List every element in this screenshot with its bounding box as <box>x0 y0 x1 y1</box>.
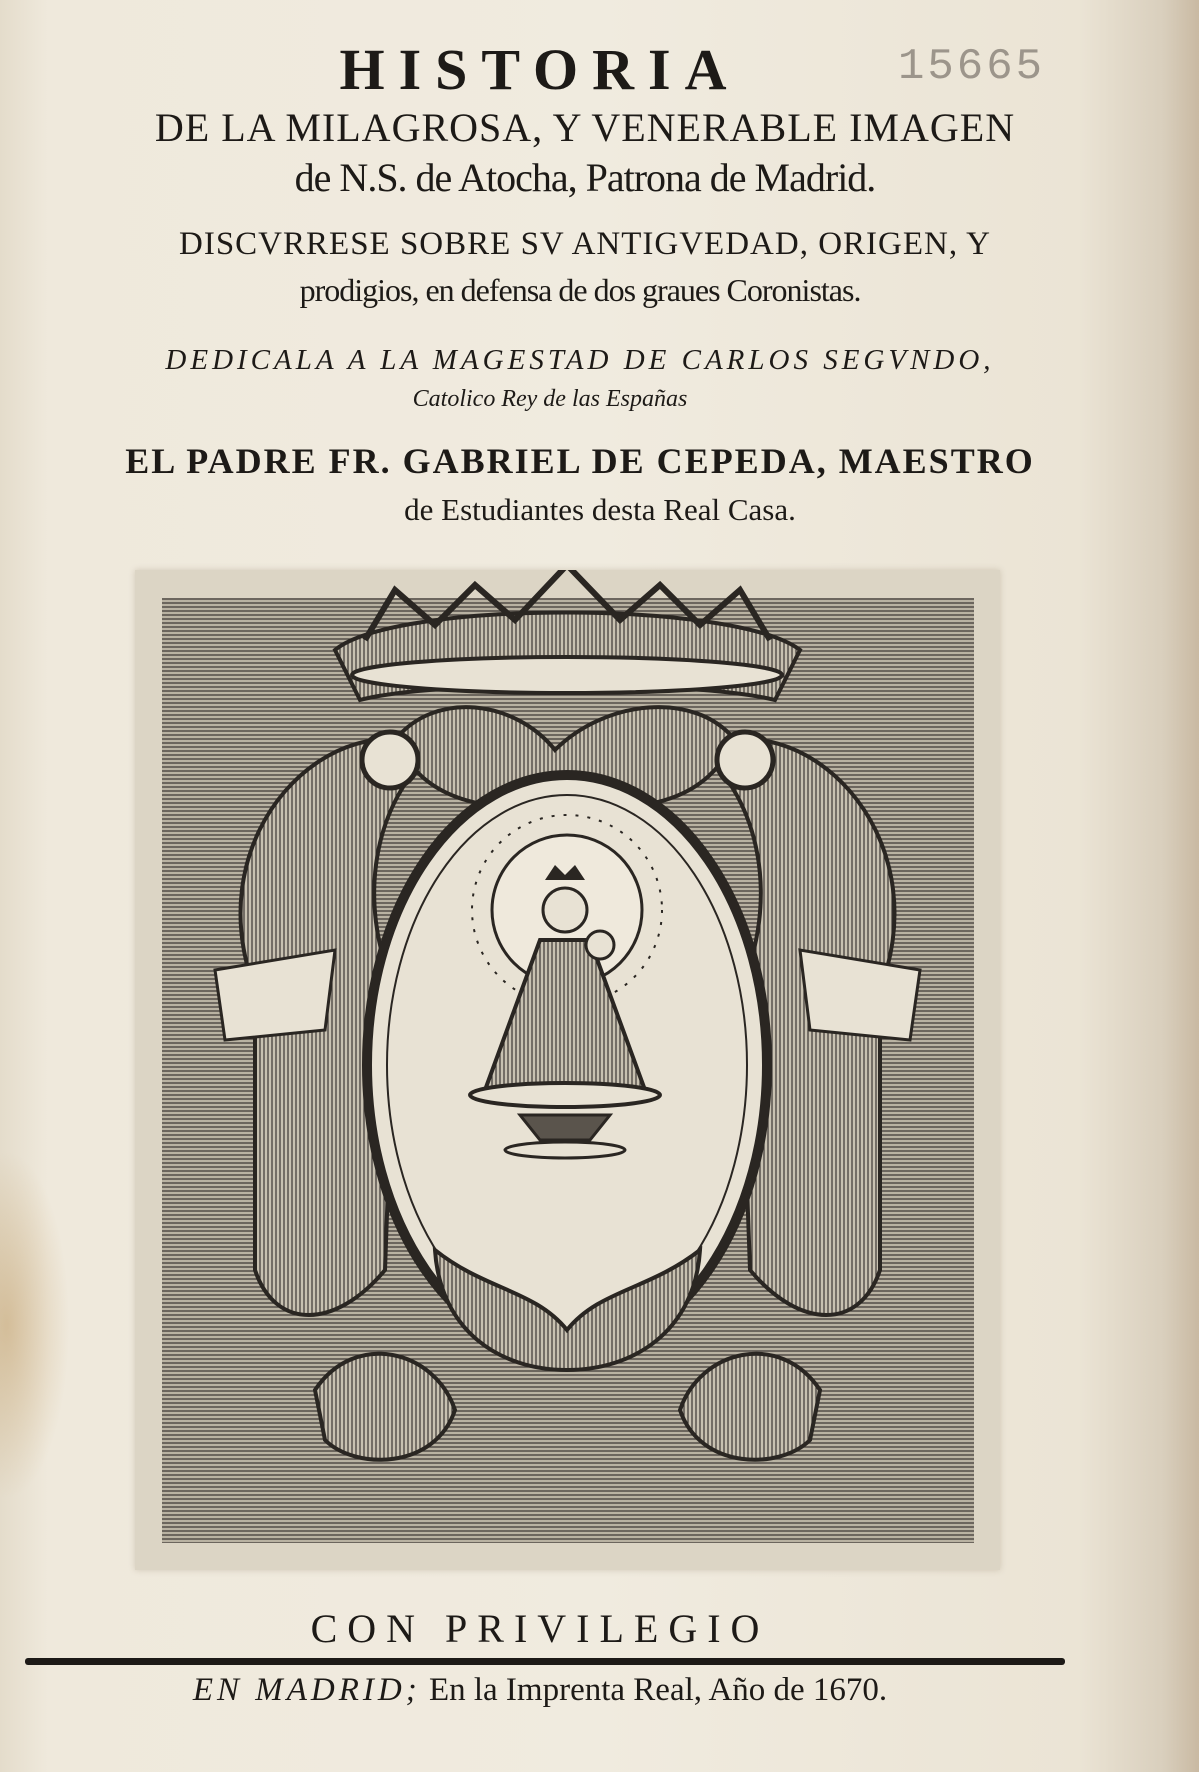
engraving-madonna-cartouche <box>135 570 1000 1570</box>
discourse-line-1: DISCVRRESE SOBRE SV ANTIGVEDAD, ORIGEN, Y <box>179 226 991 262</box>
horizontal-rule <box>25 1658 1065 1665</box>
subtitle-line-2: de N.S. de Atocha, Patrona de Madrid. <box>294 155 876 200</box>
dedication-line-1: DEDICALA A LA MAGESTAD DE CARLOS SEGVNDO, <box>165 344 995 376</box>
paper-stain <box>0 1150 70 1500</box>
imprint-place: EN MADRID; <box>192 1672 421 1708</box>
author-line-2: de Estudiantes desta Real Casa. <box>404 492 796 527</box>
dedication-line-2: Catolico Rey de las Españas <box>412 386 688 412</box>
imprint-details: En la Imprenta Real, Año de 1670. <box>428 1672 888 1708</box>
imprint <box>110 1672 970 1709</box>
engraving-plate <box>135 570 1000 1570</box>
book-title: HISTORIA <box>339 37 741 102</box>
subtitle-line-1: DE LA MILAGROSA, Y VENERABLE IMAGEN <box>154 105 1016 150</box>
author-line-1: EL PADRE FR. GABRIEL DE CEPEDA, MAESTRO <box>125 441 1035 481</box>
crown-icon <box>335 570 800 700</box>
library-stamp-number: 15665 <box>898 42 1046 92</box>
discourse-line-2: prodigios, en defensa de dos graues Coronistas. <box>299 272 861 308</box>
privilege-notice: CON PRIVILEGIO <box>310 1606 770 1651</box>
